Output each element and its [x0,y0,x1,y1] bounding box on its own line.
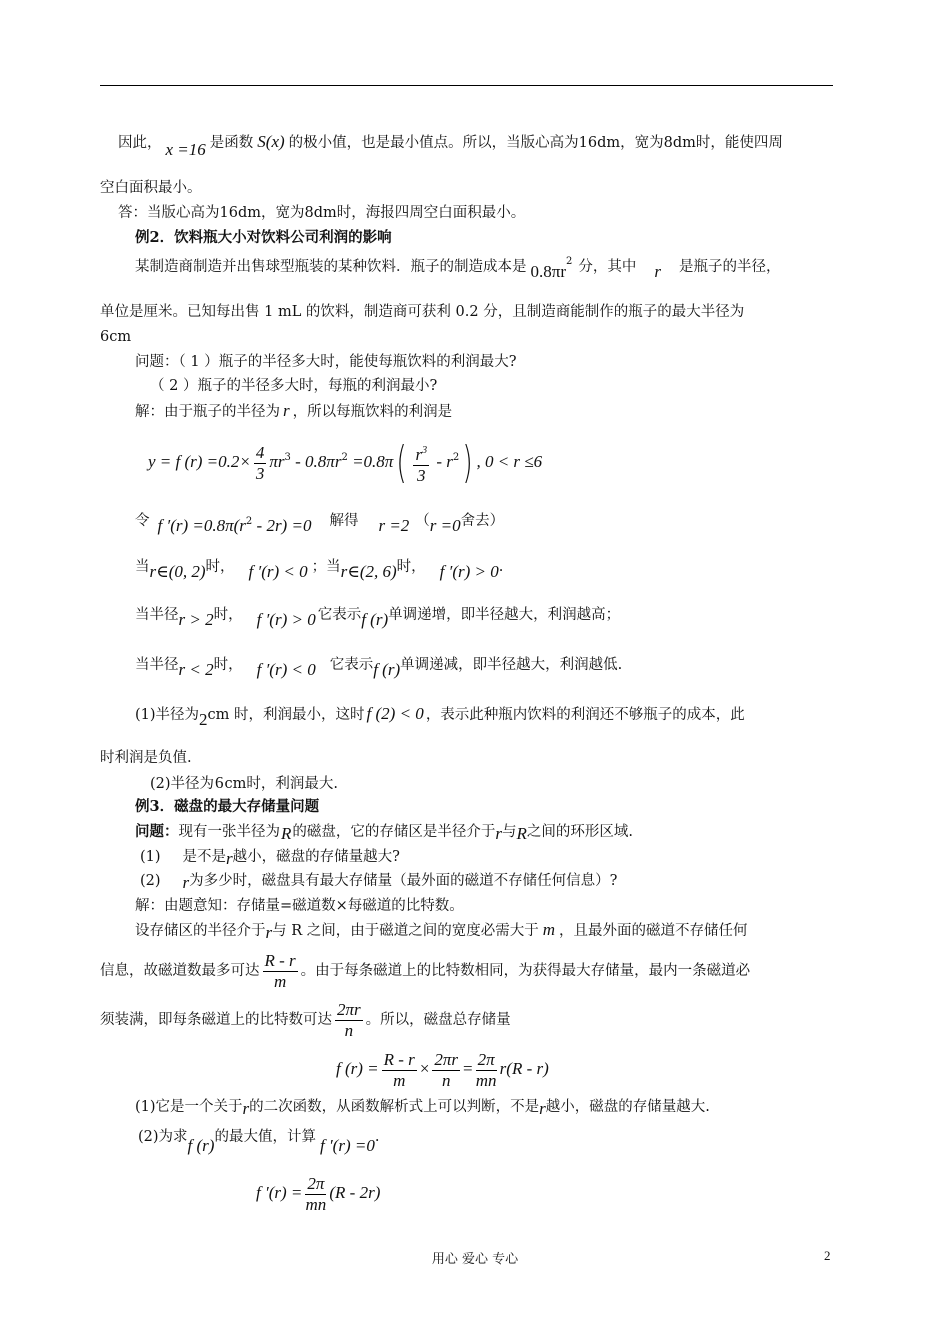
text: 是瓶子的半径， [679,259,781,275]
exponent: 2 [566,256,573,267]
answer-line: (1)它是一个关于r的二次函数，从函数解析式上可以判断，不是r越小，磁盘的存储量越大. [135,1099,710,1118]
math-expression: f ′(r) < 0 [248,562,308,581]
math-expression: r∈(2, 6) [340,562,397,581]
example-heading: 例3．磁盘的最大存储量问题 [135,798,320,815]
text: ，所以每瓶饮料的利润是 [292,404,453,420]
answer-line: (2)为求f (r)的最大值，计算 f ′(r) =0. [138,1129,380,1155]
fraction: $\frac{r^3}{3}$ [413,441,429,486]
paragraph-line: 6cm [100,329,132,345]
text: 某制造商制造并出售球型瓶装的某种饮料．瓶子的制造成本是 [135,259,527,275]
math-variable: r [283,401,290,420]
solution-line [135,401,452,422]
page-footer: 用心 爱心 专心 [431,1252,519,1267]
answer-line: 答：当版心高为16dm，宽为8dm时，海报四周空白面积最小。 [118,205,526,221]
fraction: $\frac{4}{3}$ [255,442,265,483]
paragraph-line [118,132,783,159]
math-expression: f (r) [361,610,389,629]
paragraph-line: 须装满，即每条磁道上的比特数可达 $\frac{2\pi r}{n}$ 。所以，磁盘总存储量 [100,999,511,1040]
text: 的极小值，也是最小值点。所以，当版心高为16dm，宽为8dm时，能使四周 [288,135,783,151]
math-number: 6 [215,773,224,792]
text: 解：由于瓶子的半径为 [135,404,280,420]
paragraph-line: 信息，故磁道数最多可达 $\frac{R - r}{m}$ 。由于每条磁道上的比特数相同，为获得最大存储量，最内一条磁道必 [100,950,751,991]
math-expression: x =16 [165,140,206,159]
math-expression: f ′(r) =0.8π(r [157,516,246,535]
fraction: $\frac{R - r}{m}$ [264,950,296,991]
equation-profit: y = f (r) =0.2× $\frac{4}{3}$ $\pi r^3 - 0.8\pi r^2 =0.8\pi$( $\frac{r^3}{3}$ - $r^2$) , 0 < r ≤6 [148,437,543,488]
left-paren: ( [396,437,408,488]
answer-line: 时利润是负值. [100,750,192,766]
question-line: 问题：现有一张半径为R的磁盘，它的存储区是半径介于r与R之间的环形区域. [135,823,634,843]
question-line: (2) r为多少时，磁盘具有最大存储量（最外面的磁道不存储任何信息）? [140,873,618,892]
solution-line: 解：由题意知：存储量=磁道数×每磁道的比特数。 [135,898,464,914]
derivative-line: 令 f $'(r) =0.8\pi(r^2 - 2r) =0$ 解得 r =2 （r =0舍去） [135,513,505,535]
equation-derivative: f ′(r) = $\frac{2\pi}{mn}$ (R - 2r) [256,1173,381,1214]
math-expression: 0.8πr [530,262,566,281]
math-variable: r [654,262,661,281]
text: 因此， [118,135,162,151]
question-line: 问题：（ 1 ）瓶子的半径多大时，能使每瓶饮料的利润最大? [135,354,517,370]
paragraph-line: 空白面积最小。 [100,180,202,196]
decreasing-line: 当半径r < 2时， f ′(r) < 0 它表示f (r)单调递减，即半径越大，利润越低. [135,657,623,679]
increasing-line: 当半径r > 2时， f ′(r) > 0 它表示f (r)单调递增，即半径越大，利润越高； [135,607,621,629]
question-line: (1) 是不是r越小，磁盘的存储量越大? [140,849,400,868]
math-expression: f (2) < 0 [366,704,424,723]
math-number: 2 [199,710,208,729]
interval-line: 当r∈(0, 2)时， f ′(r) < 0 ；当r∈(2, 6)时， f ′(r) > 0. [135,559,504,581]
fraction: $\frac{2\pi}{mn}$ [475,1049,497,1090]
paragraph-line [135,252,781,281]
text: 是函数 [209,135,254,151]
fraction: $\frac{R - r}{m}$ [383,1049,415,1090]
fraction: $\frac{2\pi r}{n}$ [337,999,361,1040]
text: 分，其中 [578,259,637,275]
answer-line: (1)半径为2cm 时，利润最小，这时 f (2) < 0 ，表示此种瓶内饮料的利润还不够瓶子的成本，此 [135,704,745,729]
math-expression: S(x) [257,132,285,151]
math-expression: f ′(r) > 0 [256,610,316,629]
paragraph-line: 设存储区的半径介于r与 R 之间，由于磁道之间的宽度必需大于 m ，且最外面的磁道不存储任何 [135,920,748,942]
math-expression: r < 2 [178,660,214,679]
math-expression: r =0 [429,516,461,535]
math-expression: f ′(r) < 0 [256,660,316,679]
math-expression: y = f (r) =0.2× [148,452,251,471]
example-heading: 例2．饮料瓶大小对饮料公司利润的影响 [135,229,392,246]
math-expression: f (r) [373,660,401,679]
math-expression: r =2 [378,516,410,535]
equation-storage: f (r) = $\frac{R - r}{m}$ × $\frac{2\pi r}{n}$ = $\frac{2\pi}{mn}$ r(R - r) [336,1049,549,1090]
fraction: $\frac{2\pi r}{n}$ [434,1049,459,1090]
answer-line: (2)半径为6cm时，利润最大. [150,773,339,792]
right-paren: ) [462,437,474,488]
fraction: $\frac{2\pi}{mn}$ [305,1173,327,1214]
page-number: 2 [824,1248,831,1263]
question-line: （ 2 ）瓶子的半径多大时，每瓶的利润最小? [150,378,438,394]
header-rule [100,85,833,86]
paragraph-line: 单位是厘米。已知每出售 1 mL 的饮料，制造商可获利 0.2 分，且制造商能制作的瓶子的最大半径为 [100,304,745,320]
math-expression: r∈(0, 2) [149,562,206,581]
math-expression: r > 2 [178,610,214,629]
math-expression: f ′(r) > 0 [439,562,499,581]
